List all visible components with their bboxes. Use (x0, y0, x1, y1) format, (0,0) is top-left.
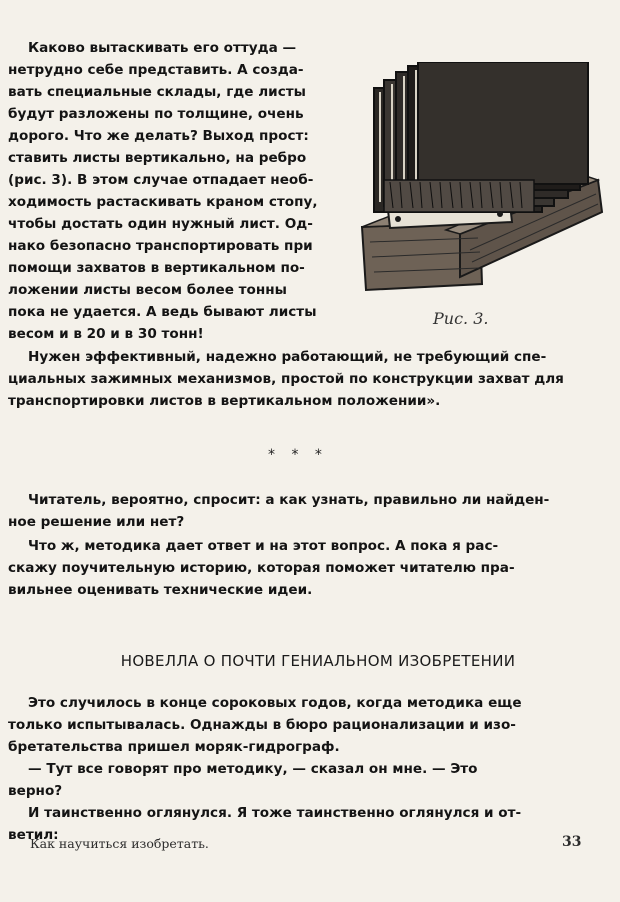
text-line: пока не удается. А ведь бывают листы (8, 304, 317, 320)
paragraph-question (8, 489, 586, 533)
text-line: дорого. Что же делать? Выход прост: (8, 128, 309, 144)
running-footer-title: Как научиться изобретать. (30, 836, 209, 851)
text-line: ветил: (8, 827, 59, 843)
left-column-text (8, 37, 328, 345)
text-line: вильнее оценивать технические идеи. (8, 582, 313, 598)
text-line: Читатель, вероятно, спросит: а как узнать, правильно ли найден- (28, 492, 550, 508)
text-line: транспортировки листов в вертикальном положении». (8, 393, 441, 409)
text-line: ложении листы весом более тонны (8, 282, 287, 298)
text-line: нако безопасно транспортировать при (8, 238, 313, 254)
text-line: ходимость растаскивать краном стопу, (8, 194, 318, 210)
section-heading: НОВЕЛЛА О ПОЧТИ ГЕНИАЛЬНОМ ИЗОБРЕТЕНИИ (120, 652, 516, 670)
text-line: Что ж, методика дает ответ и на этот вопрос. А пока я рас- (28, 538, 499, 554)
paragraph-story (8, 692, 586, 846)
figure-3-illustration (360, 62, 608, 294)
text-line: ное решение или нет? (8, 514, 185, 530)
text-line: нетрудно себе представить. А созда- (8, 62, 304, 78)
page-number: 33 (562, 834, 582, 850)
text-line: ставить листы вертикально, на ребро (8, 150, 307, 166)
text-line: Каково вытаскивать его оттуда — (28, 40, 297, 56)
text-line: циальных зажимных механизмов, простой по конструкции захват для (8, 371, 564, 387)
figure-caption: Рис. 3. (433, 309, 489, 328)
text-line: бретательства пришел моряк-гидрограф. (8, 739, 340, 755)
paragraph-requirement (8, 346, 586, 412)
text-line: (рис. 3). В этом случае отпадает необ- (8, 172, 314, 188)
section-separator: * * * (268, 447, 328, 463)
paragraph-answer (8, 535, 586, 601)
text-line: будут разложены по толщине, очень (8, 106, 304, 122)
text-line: — Тут все говорят про методику, — сказал он мне. — Это (28, 761, 478, 777)
text-line: И таинственно оглянулся. Я тоже таинственно оглянулся и от- (28, 805, 522, 821)
text-line: Это случилось в конце сороковых годов, когда методика еще (28, 695, 522, 711)
text-line: чтобы достать один нужный лист. Од- (8, 216, 313, 232)
text-line: только испытывалась. Однажды в бюро рационализации и изо- (8, 717, 516, 733)
text-line: помощи захватов в вертикальном по- (8, 260, 305, 276)
text-line: весом и в 20 и в 30 тонн! (8, 326, 204, 342)
text-line: верно? (8, 783, 63, 799)
text-line: Нужен эффективный, надежно работающий, не требующий спе- (28, 349, 547, 365)
text-line: вать специальные склады, где листы (8, 84, 306, 100)
text-line: скажу поучительную историю, которая поможет читателю пра- (8, 560, 515, 576)
